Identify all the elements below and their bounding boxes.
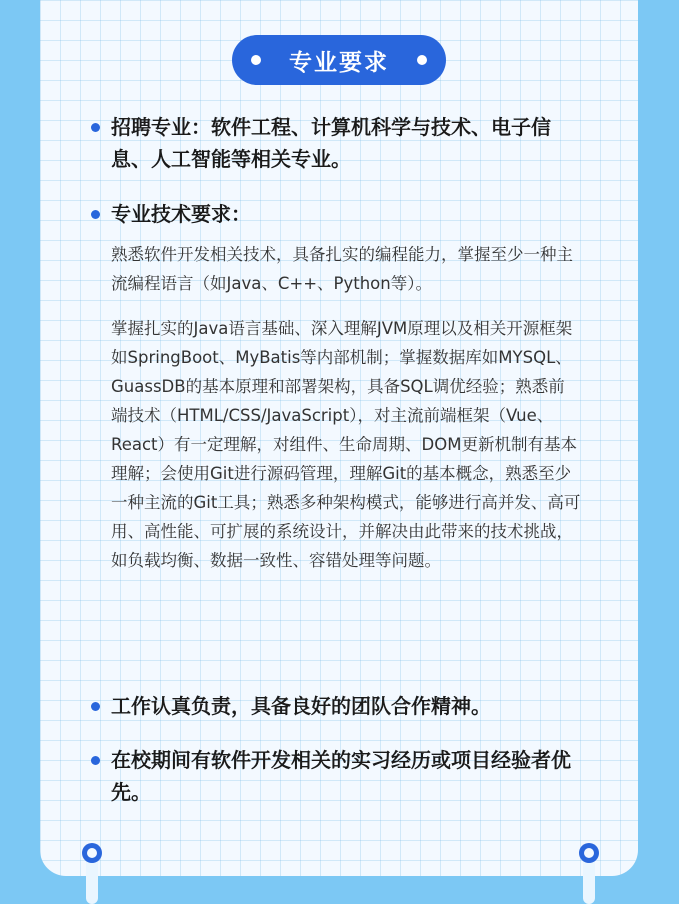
tech-paragraph-1: 熟悉软件开发相关技术，具备扎实的编程能力，掌握至少一种主流编程语言（如Java、C++、Python等）。 xyxy=(111,245,573,293)
requirement-teamwork: 工作认真负责，具备良好的团队合作精神。 xyxy=(111,694,491,718)
binder-ring-icon xyxy=(82,843,102,863)
bullet-icon xyxy=(91,210,100,219)
requirement-major: 招聘专业：软件工程、计算机科学与技术、电子信息、人工智能等相关专业。 xyxy=(111,115,551,171)
dot-icon xyxy=(417,55,427,65)
requirement-internship: 在校期间有软件开发相关的实习经历或项目经验者优先。 xyxy=(111,748,571,804)
tech-paragraph-2: 掌握扎实的Java语言基础、深入理解JVM原理以及相关开源框架如SpringBoot、MyBatis等内部机制；掌握数据库如MYSQL、GuassDB的基本原理和部署架构，具备SQL调优经验；熟悉前端技术（HTML/CSS/JavaScript），对主流前端框架（Vue、React）有一定理解，对组件、生命周期、DOM更新机制有基本理解；会使用Git进行源码管理，理解Git的基本概念，熟悉至少一种主流的Git工具；熟悉多种架构模式，能够进行高并发、高可用、高性能、可扩展的系统设计，并解决由此带来的技术挑战，如负载均衡、数据一致性、容错处理等问题。 xyxy=(111,319,581,570)
bullet-icon xyxy=(91,123,100,132)
binder-ring-icon xyxy=(579,843,599,863)
dot-icon xyxy=(251,55,261,65)
section-title: 专业要求 xyxy=(289,49,389,76)
requirement-tech-heading: 专业技术要求： xyxy=(111,202,251,226)
bullet-icon xyxy=(91,756,100,765)
bullet-icon xyxy=(91,702,100,711)
section-title-badge xyxy=(232,35,446,85)
